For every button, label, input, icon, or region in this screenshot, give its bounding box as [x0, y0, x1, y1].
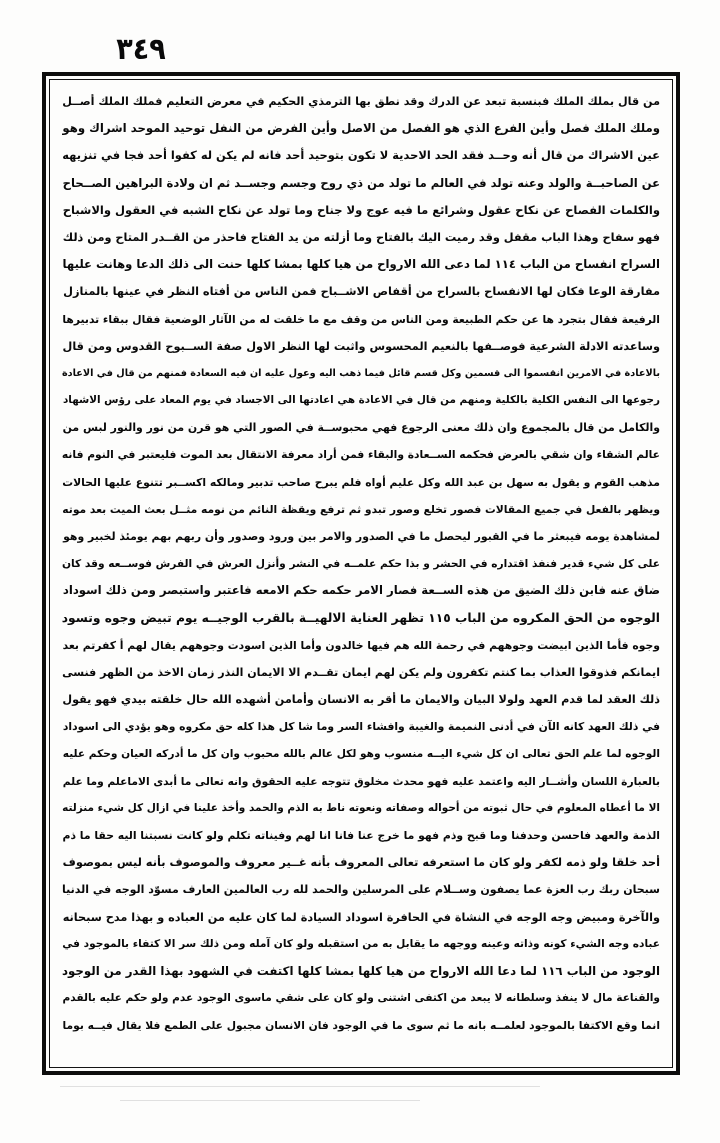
- text-line: الا ما أعطاه المعلوم في حال ثبوته من أحواله وصفاته ونعوته ناط به الذم والحمد وأخذ علينا في ازال كل شيء منزلته: [62, 801, 660, 814]
- text-line: بالعبارة اللسان وأشــار اليه واعتمد عليه فهو محدث مخلوق تتوجه عليه الحقوق وانه تعالى ما أبدى الاماعلم وما علم: [62, 774, 660, 788]
- text-line: عن الصاحبــة والولد وعنه تولد في العالم ما تولد من ذي روح وجسم وجســد ثم ان ولادة البراهين الصــحاح: [62, 175, 660, 190]
- text-line: والكامل من قال بالمجموع وان ذلك معنى الرجوع فهي محبوســة في الصور التي هو قرن من نور والنور لبس من: [62, 421, 660, 435]
- text-line: من قال بملك الملك فبنسبة تبعد عن الدرك وقد نطق بها الترمذي الحكيم في معرض التعليم فملك الملك أصــل: [62, 95, 660, 108]
- folio-number: ٣٤٩: [116, 32, 166, 67]
- text-line: على كل شيء قدير فنفذ اقتداره في الحشر و بذا حكم علمــه في النشر وأنزل العرش في الفرش فوســعه وقد كان: [62, 557, 660, 571]
- text-line: مذهب القوم و يقول به سهل بن عبد الله وكل عليم أواه فلم يبرح صاحب تدبير ومالكه اكســبر تتنوع عليها الحالات: [62, 475, 660, 489]
- text-line: لمشاهدة يومه فيبعثر ما في القبور ليحصل ما في الصدور والامر بين ورود وصدور وأن ربهم بهم يومئذ لخبير وهو: [63, 530, 660, 543]
- text-line: في ذلك العهد كانه الآن في أدنى النميمة والغيبة وافشاء السر وما شا كل هذا كله حق مكروه وهو يؤدي الى اسوداد: [62, 720, 660, 734]
- text-line: ايمانكم فذوقوا العذاب بما كنتم تكفرون ولم يكن لهم ايمان تقــدم الا الايمان النذر زمان الاخذ من الظهر فنسى: [62, 665, 660, 679]
- text-line: الذمة والعهد فاحسن وحدفنا وما قبح وذم فهو ما خرج عنا فانا انا لهم وفيناته تكلم ولو كانت نسبتنا اليه حقا ما ذم: [62, 829, 660, 843]
- text-line: والكلمات الفصاح عن نكاح عقول وشرائع ما فيه عوج ولا جناح وما تولد عن نكاح الشبه في العقول والاشباح: [62, 202, 660, 217]
- page-border-outer: [42, 72, 680, 1075]
- text-line: السراح انفساح من الباب ١١٤ لما دعى الله الارواح من هيا كلها بمشا كلها حنت الى ذلك الدعا وهانت عليها: [62, 257, 660, 272]
- text-line: وجوه فأما الذين ابيضت وجوههم في رحمة الله هم فيها خالدون وأما الذين اسودت وجوههم يقال لهم أ كفرتم بعد: [62, 638, 660, 652]
- text-line: عين الاشراك من قال أنه وحــد فقد الحد الاحدية لا تكون بتوحيد أحد فانه لم يكن له كفوا أحد فجا في تنزيهه: [62, 148, 660, 163]
- text-line: رجوعها الى النفس الكلية بالكلية ومنهم من قال في الاعادة هي اعادتها الى الاجساد في يوم المعاد على رؤس الاشهاد: [62, 394, 660, 407]
- text-line: ذلك العقد لما قدم العهد ولولا البيان والايمان ما أقر به الانسان وأمامن أشهده الله حال خلقته بيدي فهو يقول: [62, 693, 660, 707]
- text-line: الرفيعة فقال بتجرد ها عن حكم الطبيعة ومن الناس من وقف مع ما خلقت له من الآثار الوضعية فقال ببقاء تدبيرها: [62, 312, 660, 326]
- text-line: ضاق عنه فابن ذلك الضيق من هذه الســعة فصار الامر حكمه حكم الامعه فاعتبر واستبصر ومن ذلك اسوداد: [62, 583, 660, 598]
- text-line: أحد خلقا ولو ذمه لكفر ولو كان ما استعرفه تعالى المعروف بأنه غــير معروف والموصوف بأنه ليس بموصوف: [62, 855, 660, 870]
- text-line: عالم الشقاء وان شقي بالعرض فحكمه الســعادة والبقاء فمن أراد معرفة الانتقال بعد الموت فليعتبر في النوم فانه: [62, 448, 660, 462]
- text-line: سبحان ربك رب العزة عما يصفون وســلام على المرسلين والحمد لله رب العالمين العارف مسوّد الوجه في الدنيا: [62, 883, 660, 897]
- text-line: انما وقع الاكتفا بالموجود لعلمــه بانه ما ثم سوى ما في الوجود فان الانسان مجبول على الطمع فلا يقال فيــه بوما: [62, 1019, 660, 1033]
- text-line: الوجوه من الحق المكروه من الباب ١١٥ تظهر العناية الالهيــة بالقرب الوجيــه يوم تبيض وجوه وتسود: [62, 610, 660, 625]
- text-line: فهو سفاح وهذا الباب مقفل وقد رميت اليك بالفتاح وما أزلته من يد الفتاح فاحذر من القــدر المتاح ومن ذلك: [62, 230, 660, 244]
- text-line: والآخرة ومبيض وجه الوجه في النشاة في الحافرة اسوداد السيادة لما كان عليه من العباده و بهذا مدح سبحانه: [62, 910, 660, 924]
- text-line: مفارقة الوعا فكان لها الانفساح بالسراح من أقفاص الاشــباح فمن الناس من أفتاه النظر في عينها بالمنازل: [63, 284, 660, 299]
- text-line: الوجود من الباب ١١٦ لما دعا الله الارواح من هيا كلها بمشا كلها اكتفت في الشهود بهذا القدر من الوجود: [62, 964, 660, 978]
- text-line: وملك الملك فصل وأين الفرع الذي هو الفصل من الاصل وأين الفرض من النفل توحيد الموحد اشراك وهو: [62, 121, 660, 136]
- text-line: عباده وجه الشيء كونه وذاته وعينه ووجهه ما يقابل به من استقبله ولو كان آمله ومن ذلك سر الا كتفاء بالموجود في: [62, 937, 660, 950]
- text-line: والقناعة مال لا ينفذ وسلطانه لا يبعد من اكتفى اشتنى ولو كان على شقي ماسوى الوجود عدم ولو حكم عليه بالقدم: [62, 992, 660, 1005]
- text-column: [62, 88, 660, 1061]
- text-line: وساعدته الادلة الشرعية فوصــفها بالنعيم المحسوس واثبت لها النظر الاول صفة الســبوح القدوس ومن قال: [62, 339, 660, 353]
- text-line: الوجوه لما علم الحق تعالى ان كل شيء اليــه منسوب وهو لكل عالم بالله محبوب وان كل ما أدركه العيان وحكم عليه: [62, 747, 660, 760]
- text-line: ويظهر بالفعل في جميع المقالات فصور تخلع وصور تبدو ثم ترفع ويقظة النائم من نومه مثــل بعث الميت بعد موته: [62, 502, 660, 516]
- scan-artifact: [60, 1086, 540, 1087]
- scan-artifact: [120, 1100, 420, 1101]
- text-line: بالاعادة في الامرين انقسموا الى قسمين وكل قسم قائل فيما ذهب اليه وعول عليه ان فيه السعادة فمنهم من قال في الاعادة: [62, 367, 660, 379]
- page-border-inner: [49, 79, 673, 1068]
